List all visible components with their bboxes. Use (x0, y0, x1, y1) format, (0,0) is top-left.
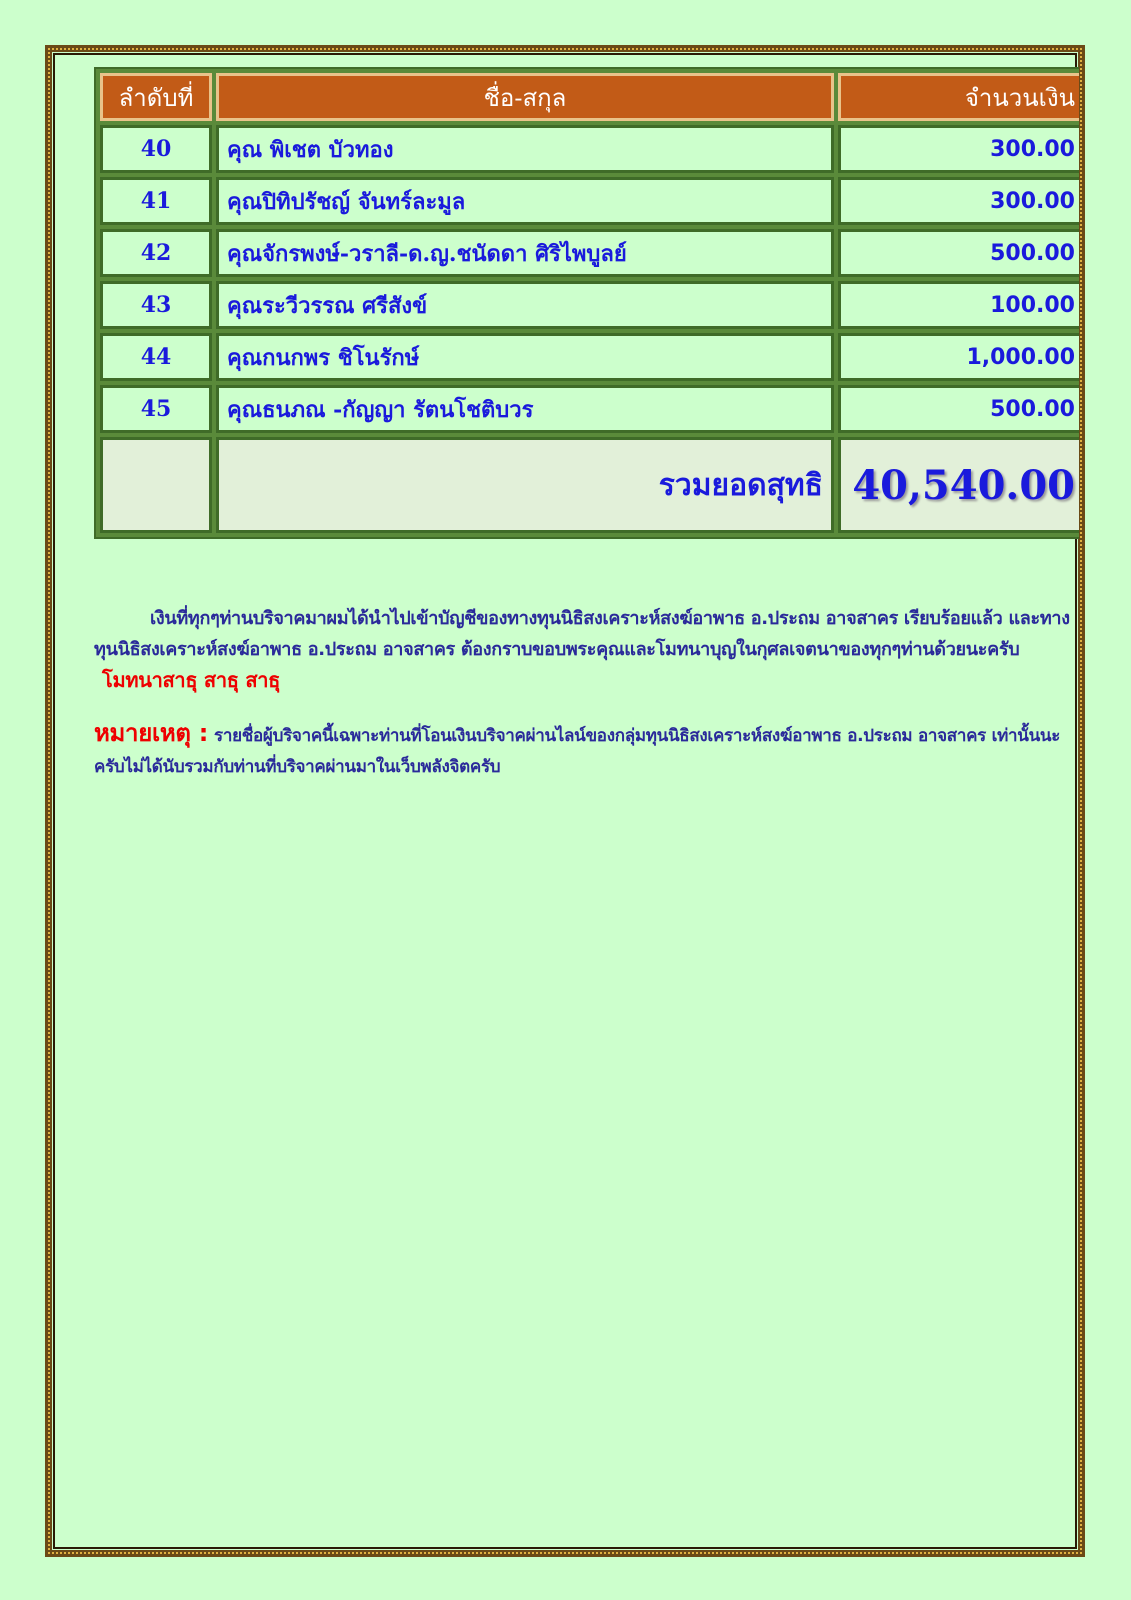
header-name: ชื่อ-สกุล (216, 73, 834, 121)
table-row (100, 177, 1079, 225)
row-amount: 300.00 (838, 125, 1079, 173)
row-name: คุณกนกพร ชิโนรักษ์ (216, 333, 834, 381)
table-header-row (100, 73, 1079, 121)
row-name: คุณธนภณ -กัญญา รัตนโชติบวร (216, 385, 834, 433)
row-no: 43 (100, 281, 212, 329)
table-row (100, 229, 1079, 277)
row-name: คุณปิทิปรัชญ์ จันทร์ละมูล (216, 177, 834, 225)
row-no: 45 (100, 385, 212, 433)
header-no: ลำดับที่ (100, 73, 212, 121)
row-amount: 100.00 (838, 281, 1079, 329)
total-label: รวมยอดสุทธิ (216, 437, 834, 533)
row-no: 44 (100, 333, 212, 381)
note-section (94, 718, 1079, 783)
total-row (100, 437, 1079, 533)
header-amount: จำนวนเงิน (838, 73, 1079, 121)
note-label: หมายเหตุ : (94, 719, 209, 747)
row-no: 41 (100, 177, 212, 225)
row-name: คุณระวีวรรณ ศรีสังข์ (216, 281, 834, 329)
row-amount: 300.00 (838, 177, 1079, 225)
row-no: 40 (100, 125, 212, 173)
row-name: คุณจักรพงษ์-วราลี-ด.ญ.ชนัดดา ศิริไพบูลย์ (216, 229, 834, 277)
table-row (100, 333, 1079, 381)
total-empty-cell (100, 437, 212, 533)
table-row (100, 125, 1079, 173)
row-amount: 500.00 (838, 385, 1079, 433)
blessing-text: โมทนาสาธุ สาธุ สาธุ (102, 668, 281, 692)
row-name: คุณ พิเชต บัวทอง (216, 125, 834, 173)
row-no: 42 (100, 229, 212, 277)
donor-table (94, 67, 1079, 539)
donor-table-container (94, 67, 1079, 581)
total-amount: 40,540.00 (838, 437, 1079, 533)
note-text: รายชื่อผู้บริจาคนี้เฉพาะท่านที่โอนเงินบริจาคผ่านไลน์ของกลุ่มทุนนิธิสงเคราะห์สงฆ์อาพาธ อ.ประถม อาจสาคร เท่านั้นนะครับไม่ได้นับรวมกับท่านที่บริจาคผ่านมาในเว็บพลังจิตครับ (94, 726, 1061, 777)
row-amount: 1,000.00 (838, 333, 1079, 381)
paragraph-text: เงินที่ทุกๆท่านบริจาคมาผมได้นำไปเข้าบัญชีของทางทุนนิธิสงเคราะห์สงฆ์อาพาธ อ.ประถม อาจสาคร เรียบร้อยแล้ว และทางทุนนิธิสงเคราะห์สงฆ์อาพาธ อ.ประถม อาจสาคร ต้องกราบขอบพระคุณและโมทนาบุญในกุศลเจตนาของทุกๆท่านด้วยนะครับ (94, 608, 1070, 660)
row-amount: 500.00 (838, 229, 1079, 277)
table-row (100, 281, 1079, 329)
table-row (100, 385, 1079, 433)
thank-you-paragraph (94, 603, 1079, 697)
